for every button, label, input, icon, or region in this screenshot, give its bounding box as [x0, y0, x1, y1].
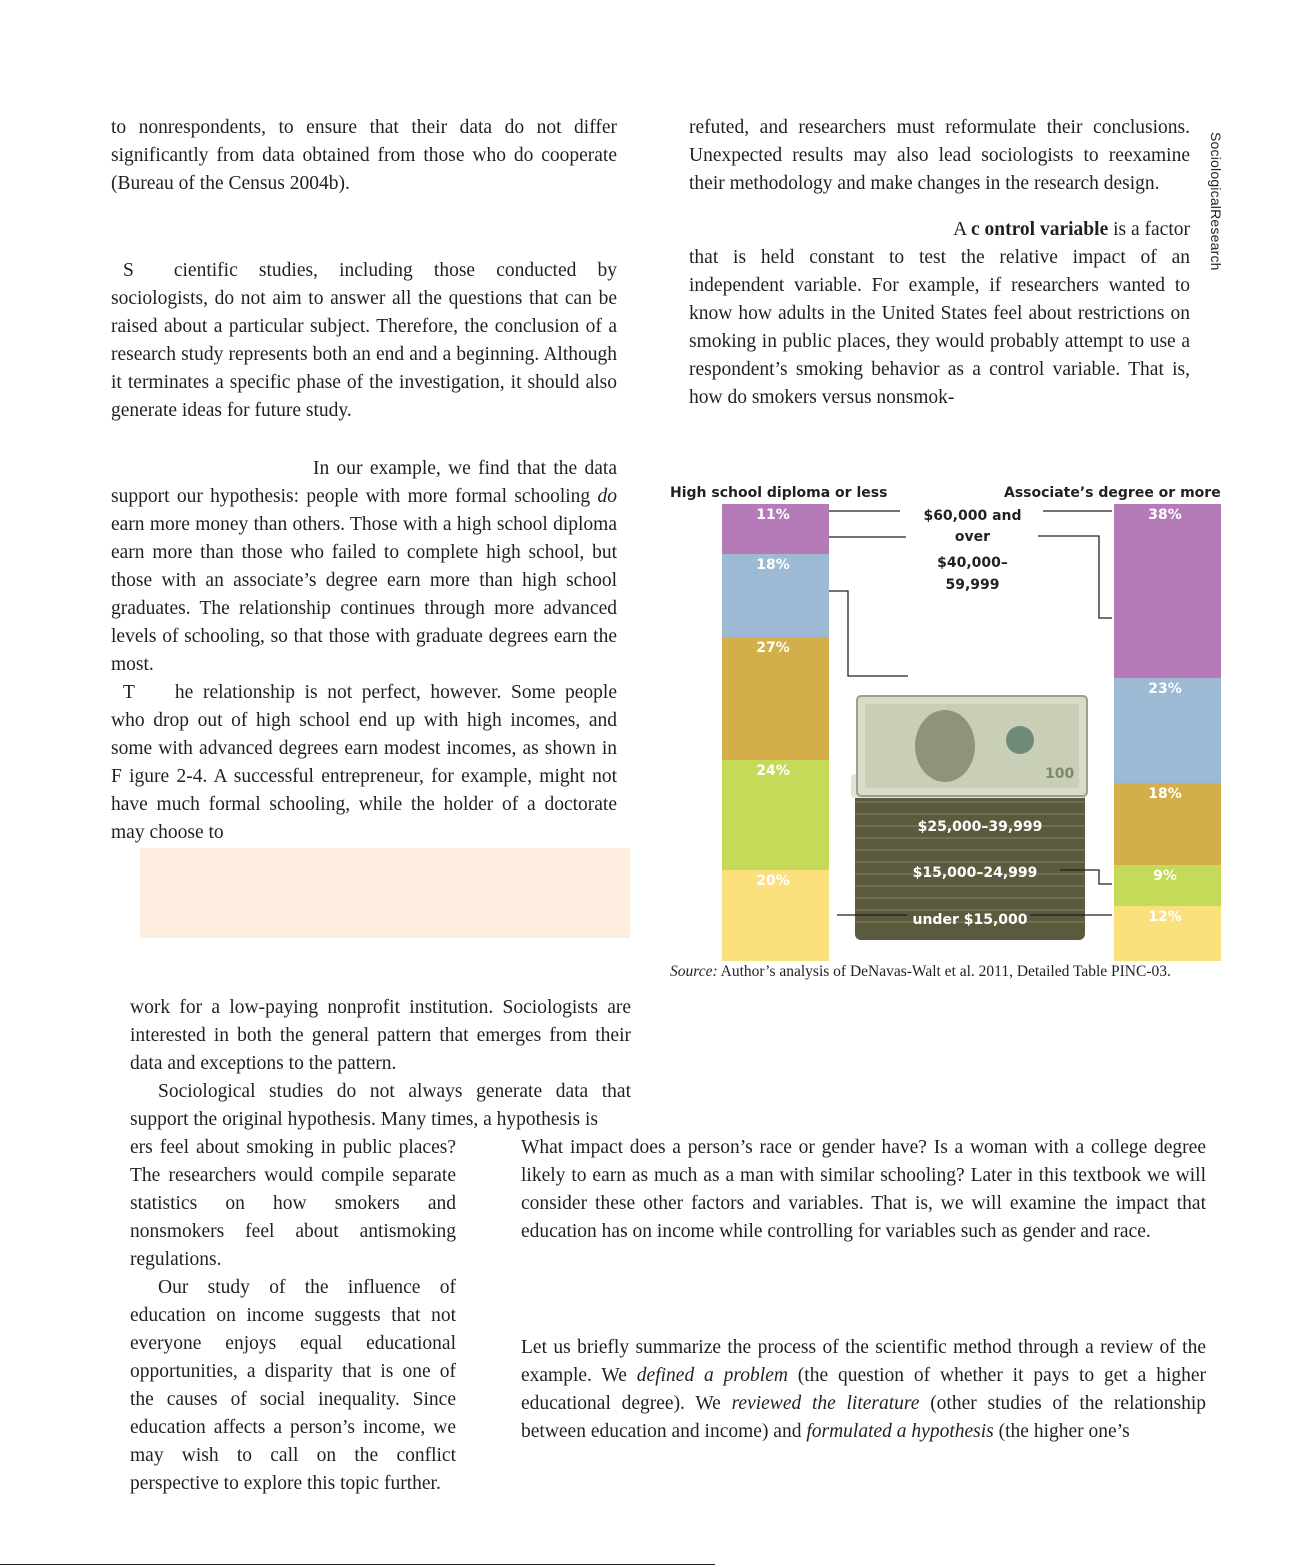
left-paragraph-4: T he relationship is not perfect, however. Some people who drop out of high school end up with high incomes, and some with advanced degrees earn modest incomes, as shown in F igure 2-4. A successful entrepreneur, for example, might not have much formal schooling, while the holder of a doctorate may choose to	[111, 682, 617, 843]
bar-label-right-3: 18%	[1148, 785, 1182, 802]
label-60k-line2: over	[954, 529, 991, 545]
bar-label-left-2: 18%	[756, 557, 790, 574]
chart-source: Source: Author’s analysis of DeNavas-Walt et al. 2011, Detailed Table PINC-03.	[670, 963, 1171, 980]
chart-category-left: High school diploma or less	[670, 485, 888, 501]
chart-category-right: Associate’s degree or more	[1004, 485, 1221, 501]
right-paragraph-1: refuted, and researchers must reformulate their conclusions. Unexpected results may also lead sociologists to reexamine their methodology and make changes in the research design.	[689, 117, 1190, 194]
bar-segment-right-1	[1114, 504, 1221, 678]
left-paragraph-7: ers feel about smoking in public places? The researchers would compile separate statistics on how smokers and nonsmokers feel about antismoking regulations.	[130, 1137, 456, 1270]
right-paragraph-4: Let us briefly summarize the process of the scientific method through a review of the example. We defined a problem (the question of whether it pays to get a higher educational degree). We reviewed the literature (other studies of the relationship between education and income) and formulated a hypothesis (the higher one’s	[521, 1337, 1207, 1442]
left-paragraph-1: to nonrespondents, to ensure that their data do not differ significantly from data obtained from those who do cooperate (Bureau of the Census 2004b).	[111, 117, 617, 194]
left-paragraph-5: work for a low-paying nonprofit institution. Sociologists are interested in both the general pattern that emerges from their data and exceptions to the pattern.	[130, 997, 631, 1074]
bar-label-right-5: 12%	[1148, 909, 1182, 926]
right-paragraph-2: that is held constant to test the relative impact of an independent variable. For example, if researchers wanted to know how adults in the United States feel about restrictions on smoking in public places, they would probably attempt to use a respondent’s smoking behavior as a control variable. That is, how do smokers versus nonsmok-	[689, 247, 1190, 408]
left-paragraph-8: Our study of the influence of education on income suggests that not everyone enjoys equal educational opportunities, a disparity that is one of the causes of social inequality. Since education affects a person’s income, we may wish to call on the conflict perspective to explore this topic further.	[130, 1277, 456, 1494]
bar-label-left-5: 20%	[756, 872, 790, 889]
label-40k-line2: 59,999	[945, 577, 1000, 593]
key-term-control-variable: c ontrol variable	[971, 219, 1109, 240]
bar-label-right-1: 38%	[1148, 507, 1182, 523]
footer-rule	[0, 1564, 715, 1565]
left-paragraph-2: S cientific studies, including those conducted by sociologists, do not aim to answer all the questions that can be raised about a particular subject. Therefore, the conclusion of a research study represents both an end and a beginning. Although it terminates a specific phase of the investigation, it should also generate ideas for future study.	[111, 260, 617, 421]
label-40k-line1: $40,000–	[937, 555, 1008, 571]
left-paragraph-3: In our example, we find that the data support our hypothesis: people with more formal schooling do earn more money than others. Those with a high school diploma earn more than those who failed to complete high school, but those with an associate’s degree earn more than high school graduates. The relationship continues through more advanced levels of schooling, so that those with graduate degrees earn the most.	[111, 458, 617, 675]
bar-label-right-2: 23%	[1148, 680, 1182, 697]
chapter-side-tab: SociologicalResearch	[1208, 132, 1224, 271]
dropcap-t: T	[123, 682, 135, 703]
svg-text:100: 100	[1045, 766, 1075, 782]
label-60k-line1: $60,000 and	[923, 508, 1022, 524]
right-paragraph-2-lead: A c ontrol variable is a factor	[953, 219, 1190, 240]
bar-label-left-1: 11%	[756, 507, 790, 523]
dropcap-s: S	[123, 260, 134, 281]
bar-label-left-4: 24%	[756, 762, 790, 779]
left-paragraph-6: Sociological studies do not always generate data that support the original hypothesis. Many times, a hypothesis is	[130, 1081, 631, 1130]
bar-label-left-3: 27%	[756, 639, 790, 656]
label-25k: $25,000–39,999	[917, 819, 1043, 835]
label-under-15k: under $15,000	[912, 912, 1028, 928]
label-15k: $15,000–24,999	[912, 865, 1038, 881]
bar-label-right-4: 9%	[1153, 868, 1177, 885]
right-paragraph-3: What impact does a person’s race or gender have? Is a woman with a college degree likely to earn as much as a man with similar schooling? Later in this textbook we will consider these other factors and variables. That is, we will examine the impact that education has on income while controlling for variables such as gender and race.	[521, 1137, 1206, 1242]
